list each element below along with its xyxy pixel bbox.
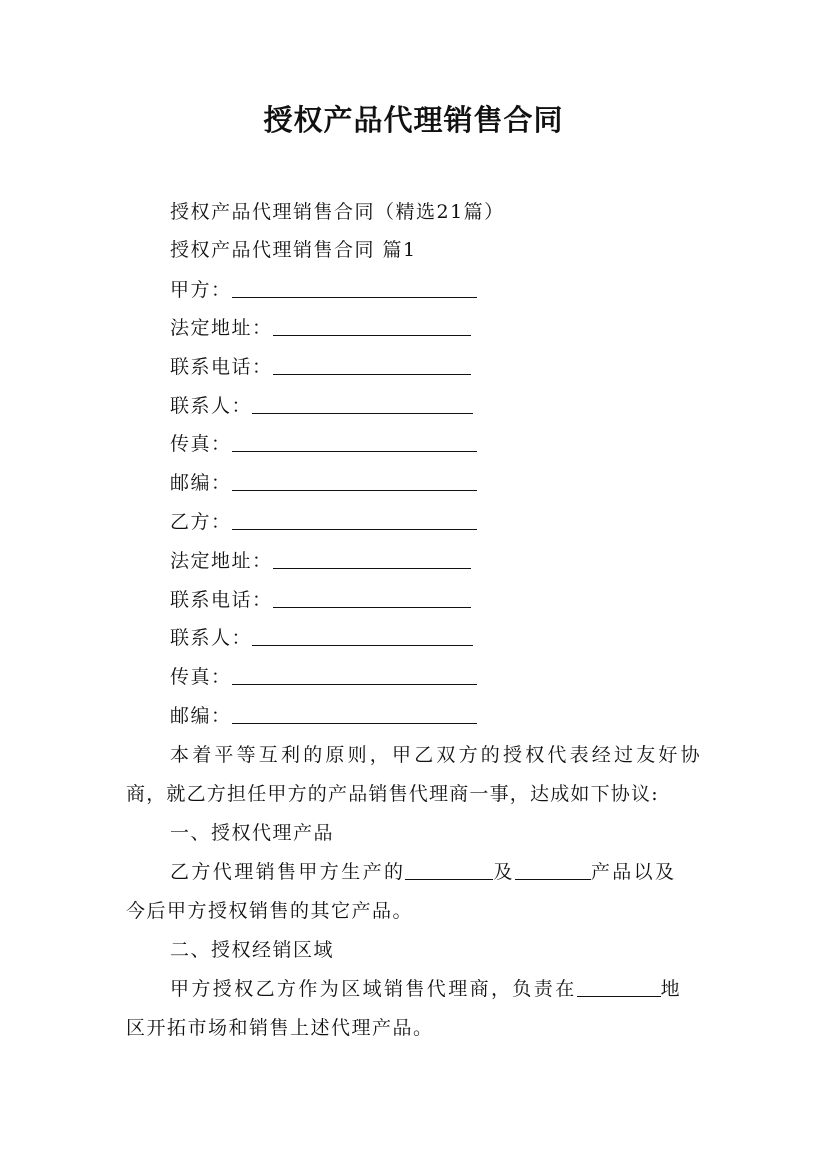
clause-2-line-1	[170, 975, 682, 1003]
clause-1-text-b: 及	[493, 861, 515, 883]
party-b-postcode-label: 邮编：	[170, 705, 232, 727]
clause-2-text-a: 甲方授权乙方作为区域销售代理商，负责在	[170, 978, 577, 1000]
clause-2-heading: 二、授权经销区域	[170, 939, 335, 961]
clause-1-line-1	[170, 858, 676, 886]
clause-1-blank-1	[405, 861, 493, 880]
party-a-name-row	[170, 276, 477, 304]
party-b-contact-row	[170, 624, 473, 652]
party-a-contact-blank	[252, 395, 473, 414]
party-a-postcode-row	[170, 469, 477, 497]
clause-1-text-c: 产品以及	[590, 861, 677, 883]
party-b-postcode-blank	[232, 705, 477, 724]
party-a-postcode-blank	[232, 472, 477, 491]
clause-2-text-b: 地	[660, 978, 683, 1000]
party-b-address-blank	[273, 550, 471, 569]
party-a-contact-label: 联系人：	[170, 395, 253, 417]
party-a-fax-blank	[232, 433, 477, 452]
party-b-postcode-row	[170, 702, 477, 730]
party-a-address-row	[170, 314, 471, 342]
party-b-name-blank	[232, 511, 477, 530]
party-a-phone-row	[170, 353, 471, 381]
party-a-contact-row	[170, 392, 473, 420]
party-a-fax-label: 传真：	[170, 433, 232, 455]
section-heading: 授权产品代理销售合同 篇1	[170, 239, 417, 261]
party-b-fax-blank	[232, 666, 477, 685]
party-b-fax-row	[170, 663, 477, 691]
party-b-name-row	[170, 508, 477, 536]
party-a-name-label: 甲方：	[170, 279, 232, 301]
party-b-address-label: 法定地址：	[170, 550, 273, 572]
intro-paragraph-line-2: 商，就乙方担任甲方的产品销售代理商一事，达成如下协议:	[126, 783, 659, 805]
party-a-phone-label: 联系电话：	[170, 356, 273, 378]
party-b-phone-blank	[273, 589, 471, 608]
intro-paragraph-line-1: 本着平等互利的原则，甲乙双方的授权代表经过友好协	[170, 744, 703, 766]
party-a-name-blank	[232, 279, 477, 298]
document-subtitle: 授权产品代理销售合同（精选21篇）	[170, 201, 505, 223]
party-a-phone-blank	[273, 356, 471, 375]
party-a-fax-row	[170, 430, 477, 458]
clause-1-line-2: 今后甲方授权销售的其它产品。	[126, 900, 414, 922]
party-b-fax-label: 传真：	[170, 666, 232, 688]
party-a-address-label: 法定地址：	[170, 317, 273, 339]
clause-2-blank	[577, 978, 661, 997]
party-b-phone-label: 联系电话：	[170, 589, 273, 611]
document-title: 授权产品代理销售合同	[263, 103, 564, 137]
clause-1-blank-2	[515, 861, 591, 880]
clause-2-line-2: 区开拓市场和销售上述代理产品。	[126, 1017, 434, 1039]
party-b-address-row	[170, 547, 471, 575]
clause-1-heading: 一、授权代理产品	[170, 822, 335, 844]
party-a-postcode-label: 邮编：	[170, 472, 232, 494]
party-b-contact-blank	[252, 627, 473, 646]
party-b-name-label: 乙方：	[170, 511, 232, 533]
party-a-address-blank	[273, 317, 471, 336]
clause-1-text-a: 乙方代理销售甲方生产的	[170, 861, 406, 883]
party-b-phone-row	[170, 586, 471, 614]
party-b-contact-label: 联系人：	[170, 627, 253, 649]
